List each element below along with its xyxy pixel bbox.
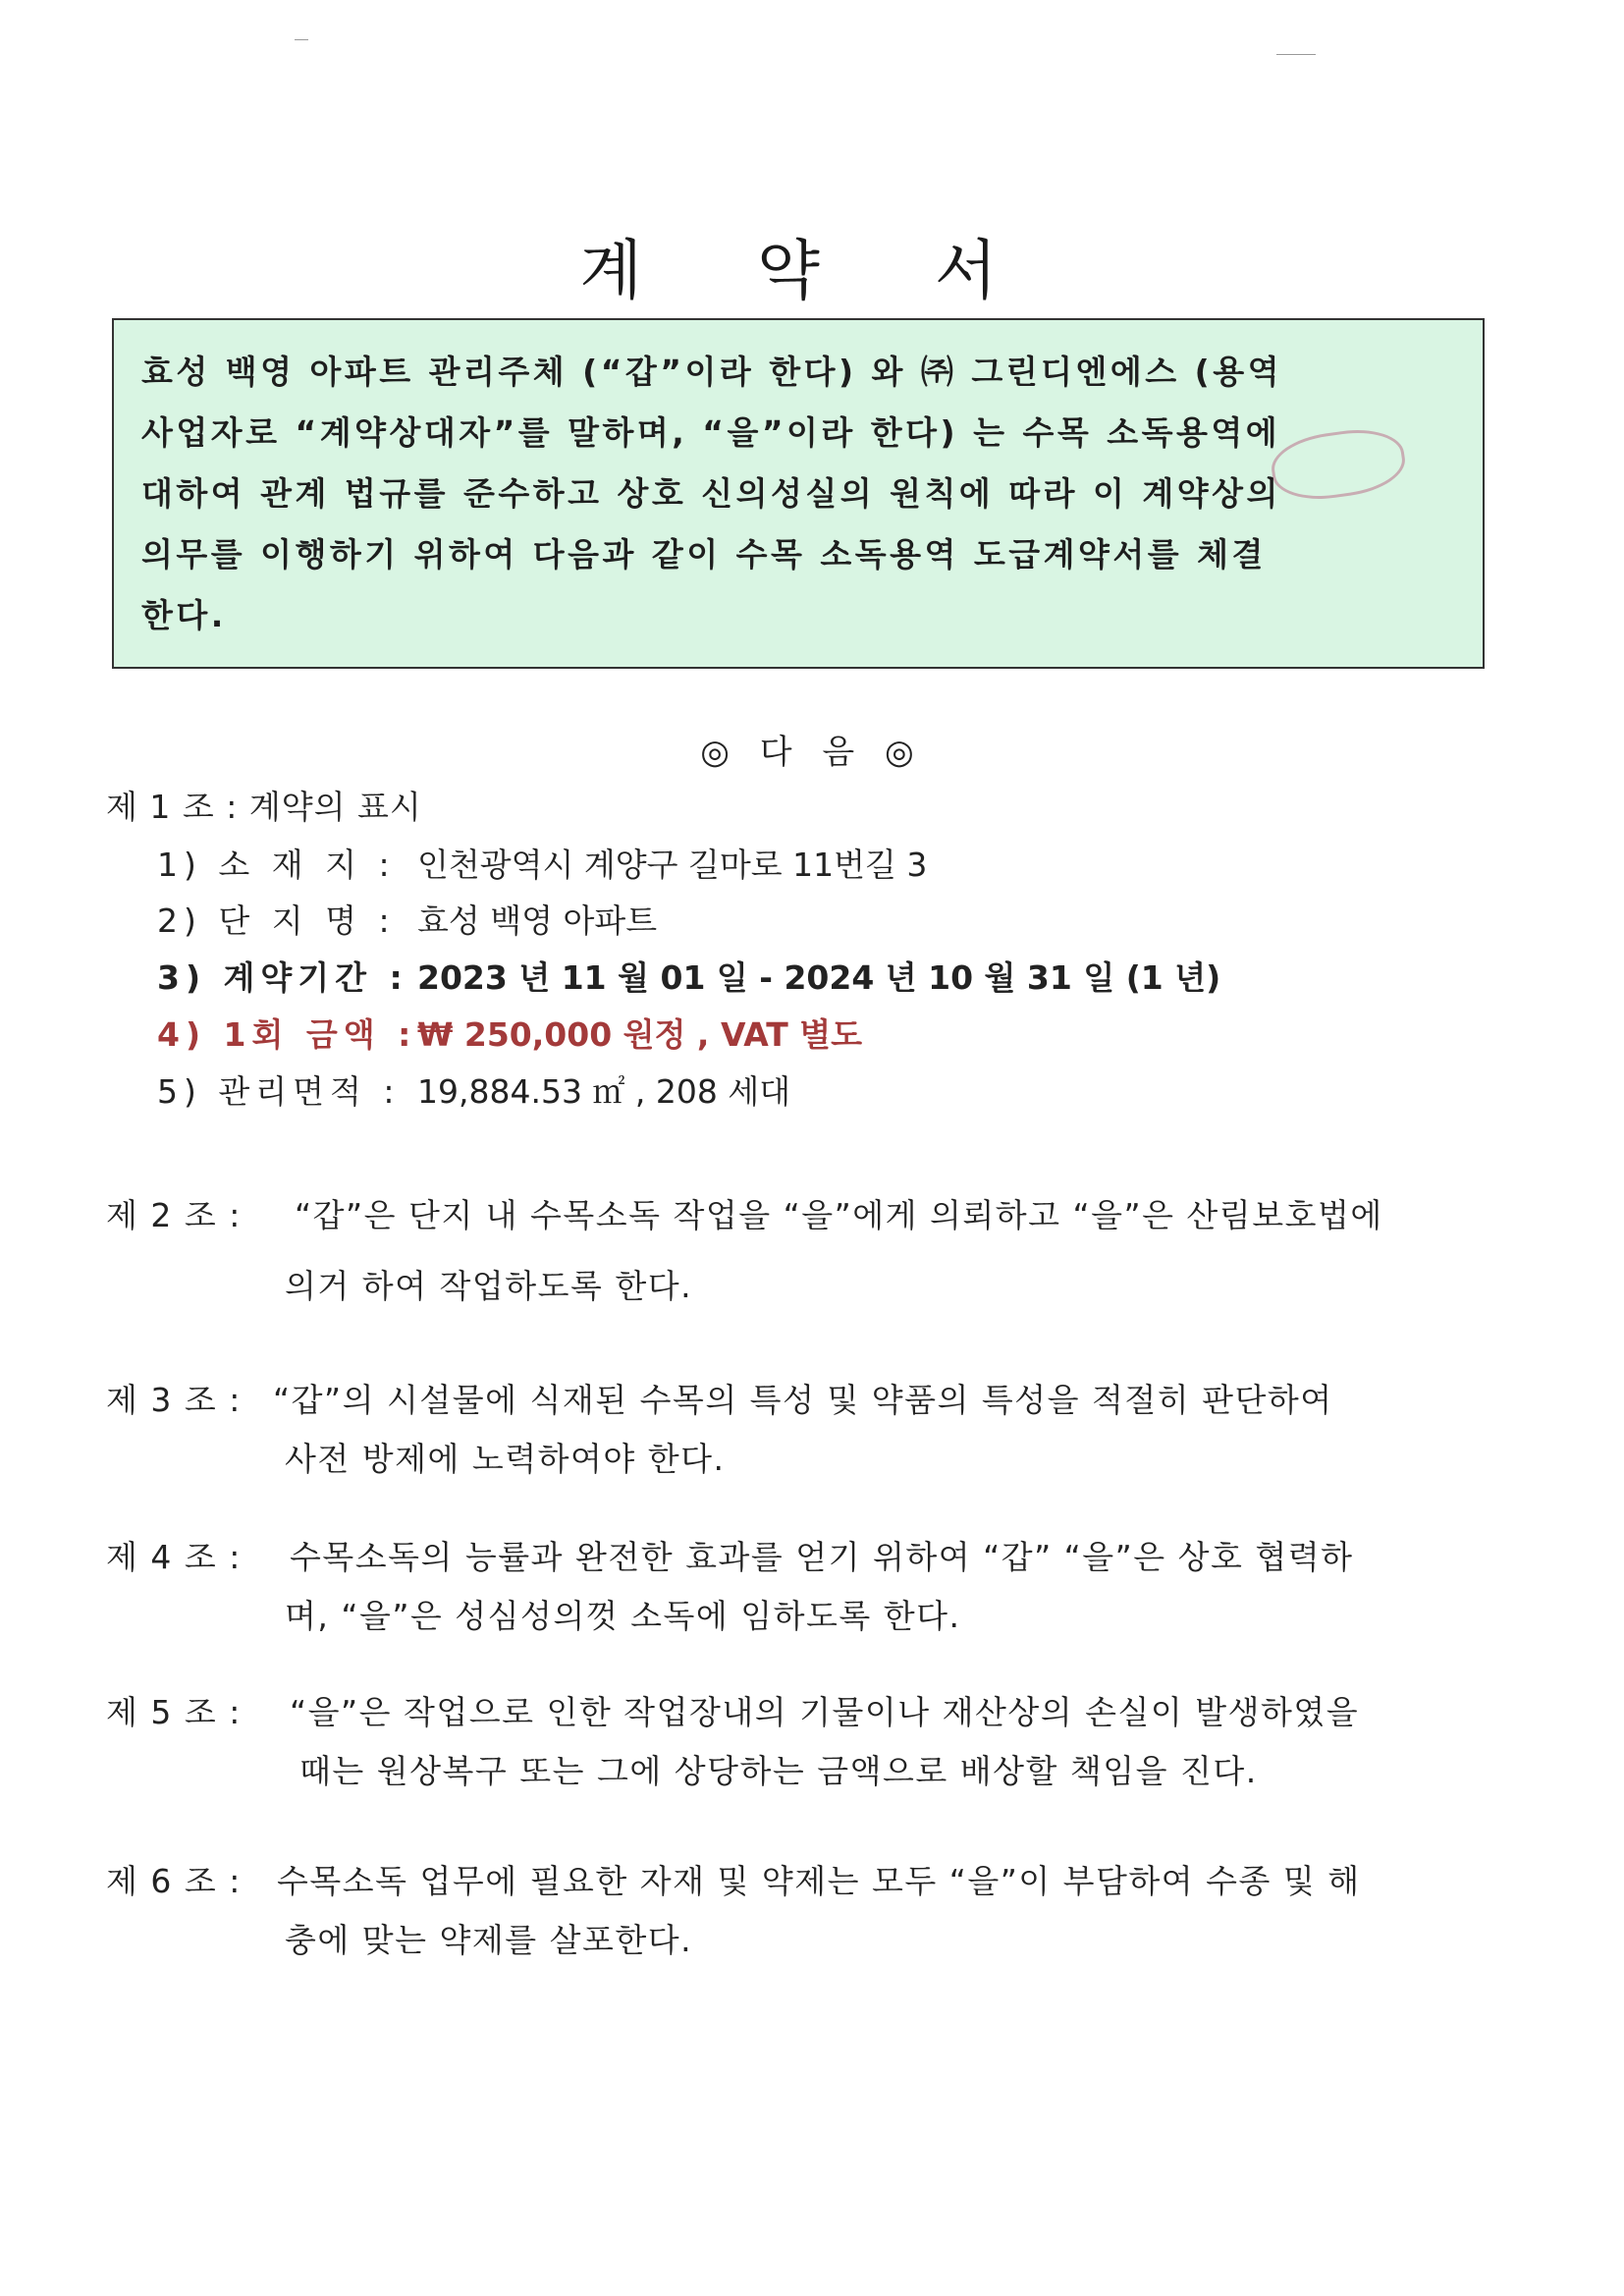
item-value: 19,884.53 ㎡ , 208 세대 (417, 1072, 791, 1111)
article-6-line: 충에 맞는 약제를 살포한다. (285, 1921, 693, 1959)
item-value: 인천광역시 계양구 길마로 11번길 3 (417, 846, 928, 884)
article-1-item-amount (157, 1010, 862, 1056)
article-3-line: “갑”의 시설물에 식재된 수목의 특성 및 약품의 특성을 적절히 판단하여 (273, 1381, 1333, 1419)
intro-line: 의무를 이행하기 위하여 다음과 같이 수목 소독용역 도급계약서를 체결 (141, 535, 1267, 574)
article-1-label: 제 1 조 : 계약의 표시 (106, 788, 422, 826)
article-5-line: “을”은 작업으로 인한 작업장내의 기물이나 재산상의 손실이 발생하였을 (290, 1693, 1360, 1731)
article-3-number: 제 3 조 : (106, 1381, 242, 1419)
section-heading: ◎ 다 음 ◎ (700, 733, 924, 772)
item-value: 2023 년 11 월 01 일 - 2024 년 10 월 31 일 (1 년) (417, 958, 1221, 997)
scan-speck (295, 39, 308, 40)
item-key: 1) 소 재 지 : (157, 846, 396, 884)
article-1-item-complex-name (157, 896, 658, 942)
article-4-number: 제 4 조 : (106, 1538, 242, 1576)
intro-line: 사업자로 “계약상대자”를 말하며, “을”이라 한다) 는 수목 소독용역에 (141, 413, 1281, 452)
item-key: 5) 관리면적 : (157, 1072, 401, 1111)
document-title: 계 약 서 (579, 233, 1045, 308)
article-2-line: “갑”은 단지 내 수목소독 작업을 “을”에게 의뢰하고 “을”은 산림보호법에 (295, 1196, 1383, 1234)
item-key: 2) 단 지 명 : (157, 902, 396, 940)
article-2-number: 제 2 조 : (106, 1196, 242, 1234)
article-5-number: 제 5 조 : (106, 1693, 242, 1731)
article-3-line: 사전 방제에 노력하여야 한다. (285, 1440, 726, 1478)
article-6-number: 제 6 조 : (106, 1862, 242, 1900)
intro-box (112, 318, 1485, 669)
item-key: 4) 1회 금액 : (157, 1015, 417, 1054)
scan-speck (1276, 54, 1316, 55)
item-value: 효성 백영 아파트 (417, 902, 658, 940)
intro-line: 효성 백영 아파트 관리주체 (“갑”이라 한다) 와 ㈜ 그린디엔에스 (용역 (141, 353, 1282, 391)
article-6-line: 수목소독 업무에 필요한 자재 및 약제는 모두 “을”이 부담하여 수종 및 해 (277, 1862, 1361, 1900)
article-1-item-contract-period (157, 953, 1221, 999)
item-value: ₩ 250,000 원정 , VAT 별도 (417, 1015, 862, 1054)
item-key: 3) 계약기간 : (157, 958, 408, 997)
intro-line: 한다. (141, 596, 227, 634)
article-1-item-area (157, 1066, 791, 1113)
article-4-line: 수목소독의 능률과 완전한 효과를 얻기 위하여 “갑” “을”은 상호 협력하 (290, 1538, 1354, 1576)
article-4-line: 며, “을”은 성심성의껏 소독에 임하도록 한다. (285, 1597, 961, 1635)
article-5-line: 때는 원상복구 또는 그에 상당하는 금액으로 배상할 책임을 진다. (299, 1752, 1258, 1790)
article-1-item-location (157, 840, 928, 886)
intro-line: 대하여 관계 법규를 준수하고 상호 신의성실의 원칙에 따라 이 계약상의 (141, 474, 1281, 513)
article-2-line: 의거 하여 작업하도록 한다. (285, 1267, 693, 1305)
